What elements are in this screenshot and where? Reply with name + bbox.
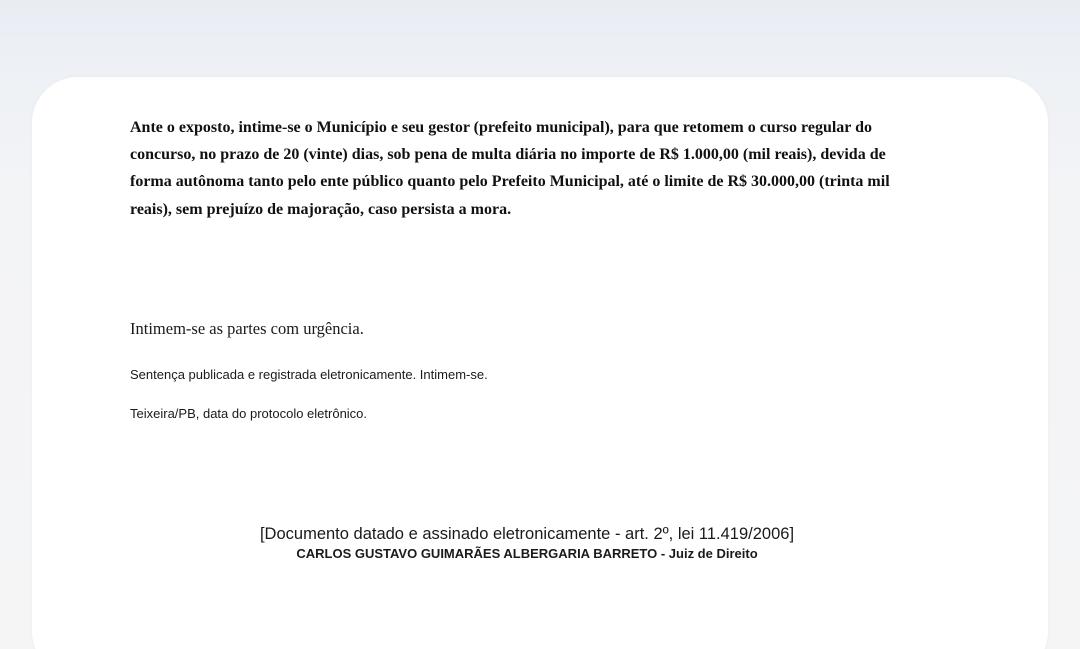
signature-note: [Documento datado e assinado eletronicamente - art. 2º, lei 11.419/2006] — [259, 525, 795, 543]
signature-block — [0, 523, 1080, 563]
signer-name: CARLOS GUSTAVO GUIMARÃES ALBERGARIA BARRETO - Juiz de Direito — [296, 546, 758, 561]
urgency-line: Intimem-se as partes com urgência. — [130, 319, 364, 338]
decision-paragraph: Ante o exposto, intime-se o Município e seu gestor (prefeito municipal), para que retomem o curso regular do concurso, no prazo de 20 (vinte) dias, sob pena de multa diária no importe de R$ 1.000,00 (mil reais), devida de forma autônoma tanto pelo ente público quanto pelo Prefeito Municipal, até o limite de R$ 30.000,00 (trinta mil reais), sem prejuízo de majoração, caso persista a mora. — [130, 119, 890, 218]
place-date-line: Teixeira/PB, data do protocolo eletrônico. — [130, 406, 368, 421]
published-line: Sentença publicada e registrada eletronicamente. Intimem-se. — [130, 367, 488, 382]
